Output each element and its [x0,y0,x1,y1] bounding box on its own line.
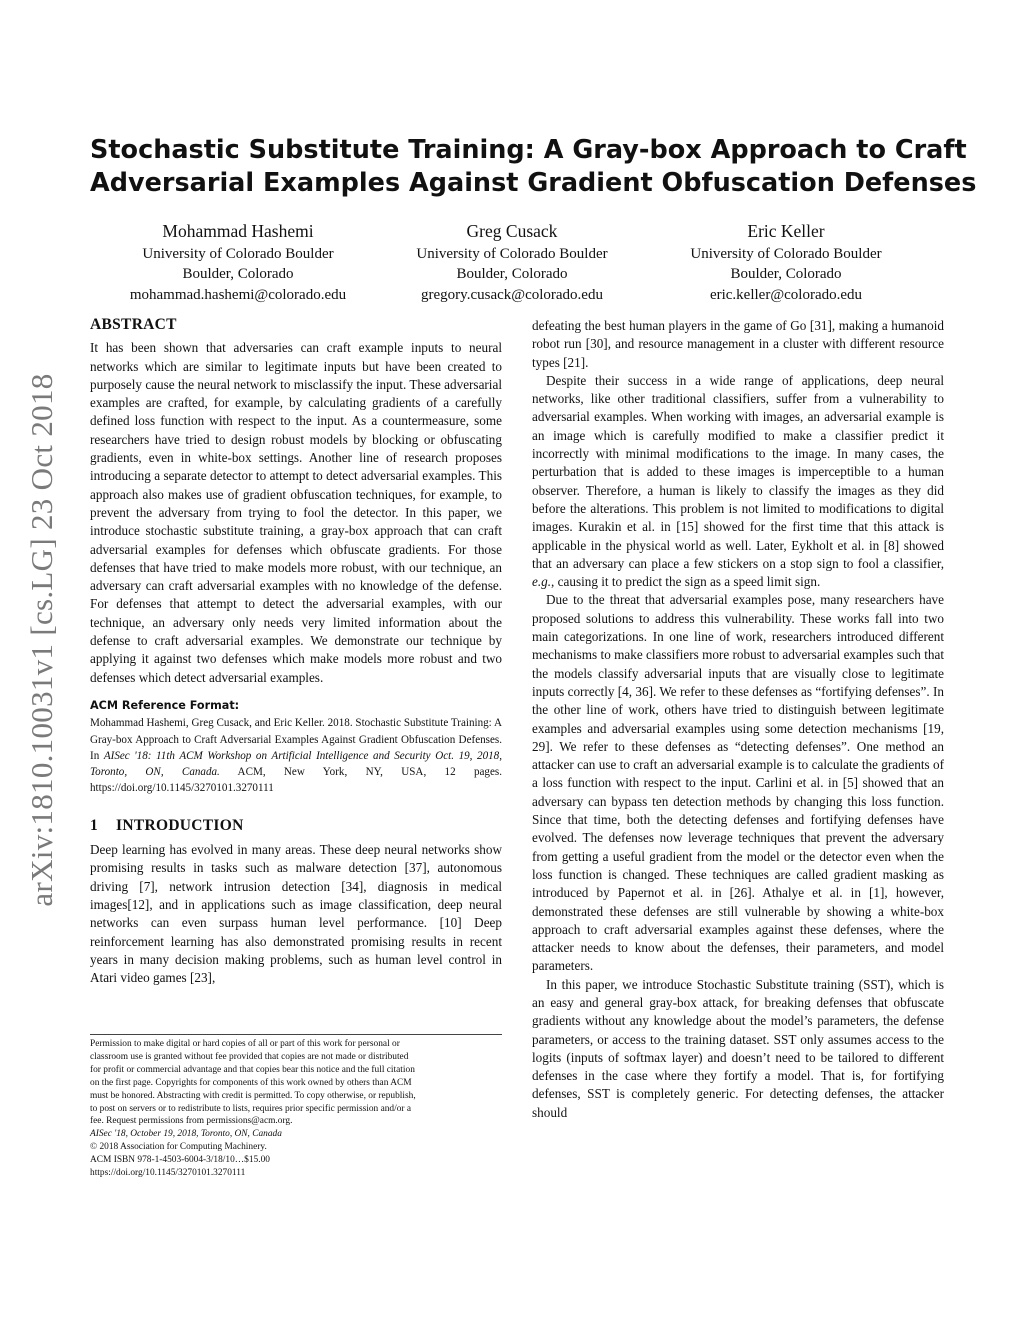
author-affiliation: University of Colorado Boulder [690,245,882,262]
author-block-keller [636,221,936,305]
footnote-venue-line: AISec '18, October 19, 2018, Toronto, ON, Canada [90,1129,282,1140]
author-email[interactable]: mohammad.hashemi@colorado.edu [129,286,347,303]
footnote-line: © 2018 Association for Computing Machinery. [90,1142,267,1153]
left-column [90,316,502,987]
acm-reference-venue: AISec '18: 11th ACM Workshop on Artificial Intelligence and Security Oct. 19, 2018, Toronto, ON, Canada. [90,749,503,779]
acm-reference-publisher[interactable]: ACM, New York, NY, USA, 12 pages. https://doi.org/10.1145/3270101.3270111 [90,766,502,795]
paragraph-text: , causing it to predict the sign as a speed limit sign. [551,574,821,590]
footnote-line: fee. Request permissions from permissions@acm.org. [90,1116,293,1127]
title-line-1: Stochastic Substitute Training: A Gray-box Approach to Craft [90,135,967,165]
abstract-heading: ABSTRACT [90,316,177,333]
author-name: Mohammad Hashemi [162,221,314,241]
body-paragraph: Due to the threat that adversarial examples pose, many researchers have proposed solutions to address this vulnerability. These works fall into two main categorizations. In one line of work, researchers introduced different mechanisms to make classifiers more robust to adversarial examples such that the models classify adversarial inputs that are visually close to legitimate inputs correctly [4, 36]. We refer to these defenses as “fortifying defenses”. In the other line of work, others have tried to distinguish between legitimate examples and adversarial examples using some detection mechanisms [19, 29]. We refer to these defenses as “detecting defenses”. One method an attacker can use to craft an adversarial example is to calculate the gradients of a loss function with respect to the input. Carlini et al. in [5] showed that an adversary can bypass ten detection methods by changing this loss function. Since that time, both the detecting defenses and fortifying defenses have evolved. The defenses now leverage techniques that prevent the adversary from getting a useful gradient from the model or the detector even when the loss function is changed. These techniques are called gradient masking as introduced by Papernot et al. in [26]. Athalye et al. in [1], however, demonstrated these defenses are still vulnerable by showing a white-box approach to craft adversarial examples against these defenses, where the attacker needs to know about the defenses, their parameters, and model parameters. [532,592,944,974]
copyright-footnote [90,1038,502,1180]
author-email[interactable]: eric.keller@colorado.edu [709,286,863,303]
footnote-doi-link[interactable]: https://doi.org/10.1145/3270101.3270111 [90,1168,246,1179]
introduction-paragraph: Deep learning has evolved in many areas. These deep neural networks show promising results in tasks such as malware detection [37], autonomous driving [7], network intrusion detection [34], diagnosis in medical images[12], and in applications such as image classification, deep neural networks can even surpass human level performance. [10] Deep reinforcement learning has also demonstrated promising results in recent years in many decision making problems, such as human level control in Atari video games [23], [90,842,502,986]
paragraph-text: Despite their success in a wide range of applications, deep neural networks, like other traditional classifiers, suffer from a vulnerability to adversarial examples. When working with images, an adversarial example is an image which is carefully modified to make a classifier predict it incorrectly with minimal modifications to the image. In many cases, the perturbation that is added to these images is imperceptible to a human observer. Therefore, a human is likely to classify the images as they did before the alterations. This problem is not limited to modifications to digital images. Kurakin et al. in [15] showed for the first time that this attack is applicable in the physical world as well. Later, Eykholt et al. in [8] showed that an adversary can place a few stickers on a stop sign to fool a classifier, [532,372,944,571]
body-paragraph [532,372,944,592]
body-paragraph: defeating the best human players in the game of Go [31], making a humanoid robot run [30], and resource management in a cluster with different resource types [21]. [532,318,944,370]
footnote-line: must be honored. Abstracting with credit is permitted. To copy otherwise, or republish, [90,1090,416,1101]
author-block-hashemi [88,221,388,305]
author-location: Boulder, Colorado [456,266,568,282]
abstract-text: It has been shown that adversaries can craft example inputs to neural networks which are similar to legitimate inputs but have been created to purposely cause the neural network to misclassify the input. These adversarial examples are crafted, for example, by calculating gradients of a carefully defined loss function with respect to the input. As a countermeasure, some researchers have tried to design robust models by blocking or obfuscating gradients, even in white-box settings. Another line of research proposes introducing a separate detector to attempt to detect adversarial examples. This approach also makes use of gradient obfuscation techniques, for example, to prevent the adversary from trying to fool the detector. In this paper, we introduce stochastic substitute training, a gray-box approach that can craft adversarial examples for defenses which obfuscate gradients. For those defenses that have tried to make models more robust, with our technique, an adversary can craft adversarial examples with no knowledge of the defense. For defenses that attempt to detect the adversarial examples, with our technique, an adversary only needs very limited information about the defense to craft adversarial examples. We demonstrate our technique by applying it against two defenses which make models more robust and two defenses which detect adversarial examples. [90,340,502,685]
introduction-heading [90,817,502,835]
footnote-line: classroom use is granted without fee provided that copies are not made or distributed [90,1051,409,1062]
paper-title [90,134,977,200]
section-number: 1 [90,816,99,834]
author-name: Eric Keller [747,221,825,241]
footnote-line: on the first page. Copyrights for components of this work owned by others than ACM [90,1077,412,1088]
footnote-line: ACM ISBN 978-1-4503-6004-3/18/10…$15.00 [90,1155,270,1166]
acm-reference-citation: Mohammad Hashemi, Greg Cusack, and Eric Keller. 2018. Stochastic Substitute Training: A Gray-box Approach to Craft Adversarial Examples Against Gradient Obfuscation Defenses. In [90,717,502,762]
right-column [532,317,944,1122]
author-location: Boulder, Colorado [730,266,842,282]
arxiv-identifier: arXiv:1810.10031v1 [cs.LG] 23 Oct 2018 [24,373,59,907]
acm-reference-heading: ACM Reference Format: [90,698,240,712]
author-block-cusack [362,221,662,305]
title-line-2: Adversarial Examples Against Gradient Obfuscation Defenses [90,168,977,198]
section-title: INTRODUCTION [116,816,244,834]
body-paragraph: In this paper, we introduce Stochastic Substitute training (SST), which is an easy and general gray-box attack, for breaking defenses that obfuscate gradients without any knowledge about the model’s parameters, the defense parameters, or access to the training dataset. SST only assumes access to the logits (inputs of softmax layer) and doesn’t need to be tailored to different defenses in the case where they fortify a model. That is, for fortifying defenses, SST is completely generic. For detecting defenses, the attacker should [532,976,944,1120]
author-affiliation: University of Colorado Boulder [416,245,608,262]
acm-reference-text [90,715,502,796]
author-location: Boulder, Colorado [182,266,294,282]
author-email[interactable]: gregory.cusack@colorado.edu [421,286,603,303]
author-affiliation: University of Colorado Boulder [142,245,334,262]
footnote-divider [90,1034,502,1035]
author-name: Greg Cusack [466,221,558,241]
footnote-line: to post on servers or to redistribute to lists, requires prior specific permission and/or a [90,1103,412,1114]
footnote-line: Permission to make digital or hard copies of all or part of this work for personal or [90,1039,400,1049]
emphasis-text: e.g. [532,574,552,590]
footnote-line: for profit or commercial advantage and that copies bear this notice and the full citation [90,1064,415,1075]
